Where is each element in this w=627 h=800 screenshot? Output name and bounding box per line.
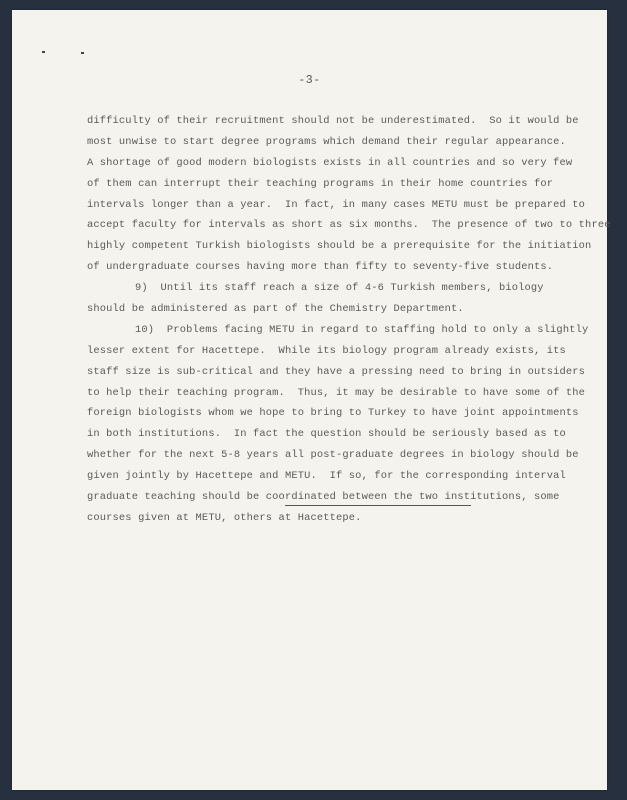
text-line: in both institutions. In fact the question should be seriously based as to <box>87 428 566 441</box>
page-number: -3- <box>298 74 321 87</box>
text-line: staff size is sub-critical and they have a pressing need to bring in outsiders <box>87 365 586 378</box>
corner-mark <box>81 52 84 54</box>
text-line: intervals longer than a year. In fact, in many cases METU must be prepared to <box>87 198 586 211</box>
text-line: to help their teaching program. Thus, it may be desirable to have some of the <box>87 386 586 399</box>
document-page <box>12 10 611 790</box>
text-line: A shortage of good modern biologists exists in all countries and so very few <box>87 156 573 169</box>
text-line: given jointly by Hacettepe and METU. If so, for the corresponding interval <box>87 470 566 483</box>
text-line: highly competent Turkish biologists should be a prerequisite for the initiation <box>87 240 592 253</box>
handwritten-underline <box>285 505 471 506</box>
text-line: should be administered as part of the Chemistry Department. <box>87 303 464 316</box>
text-line: 9) Until its staff reach a size of 4-6 Turkish members, biology <box>135 282 544 295</box>
corner-mark <box>42 51 45 53</box>
text-line: of them can interrupt their teaching programs in their home countries for <box>87 177 554 190</box>
text-line: lesser extent for Hacettepe. While its biology program already exists, its <box>87 344 566 357</box>
text-line: whether for the next 5-8 years all post-graduate degrees in biology should be <box>87 449 579 462</box>
text-line: difficulty of their recruitment should not be underestimated. So it would be <box>87 115 579 127</box>
text-line: 10) Problems facing METU in regard to staffing hold to only a slightly <box>135 323 589 336</box>
text-line: graduate teaching should be coordinated between the two institutions, some <box>87 491 560 504</box>
body-text <box>87 111 611 529</box>
text-line: courses given at METU, others at Hacettepe. <box>87 511 362 524</box>
text-line: of undergraduate courses having more than fifty to seventy-five students. <box>87 261 554 274</box>
text-line: accept faculty for intervals as short as six months. The presence of two to three <box>87 219 611 232</box>
text-line: foreign biologists whom we hope to bring to Turkey to have joint appointments <box>87 407 579 420</box>
text-line: most unwise to start degree programs which demand their regular appearance. <box>87 135 566 148</box>
